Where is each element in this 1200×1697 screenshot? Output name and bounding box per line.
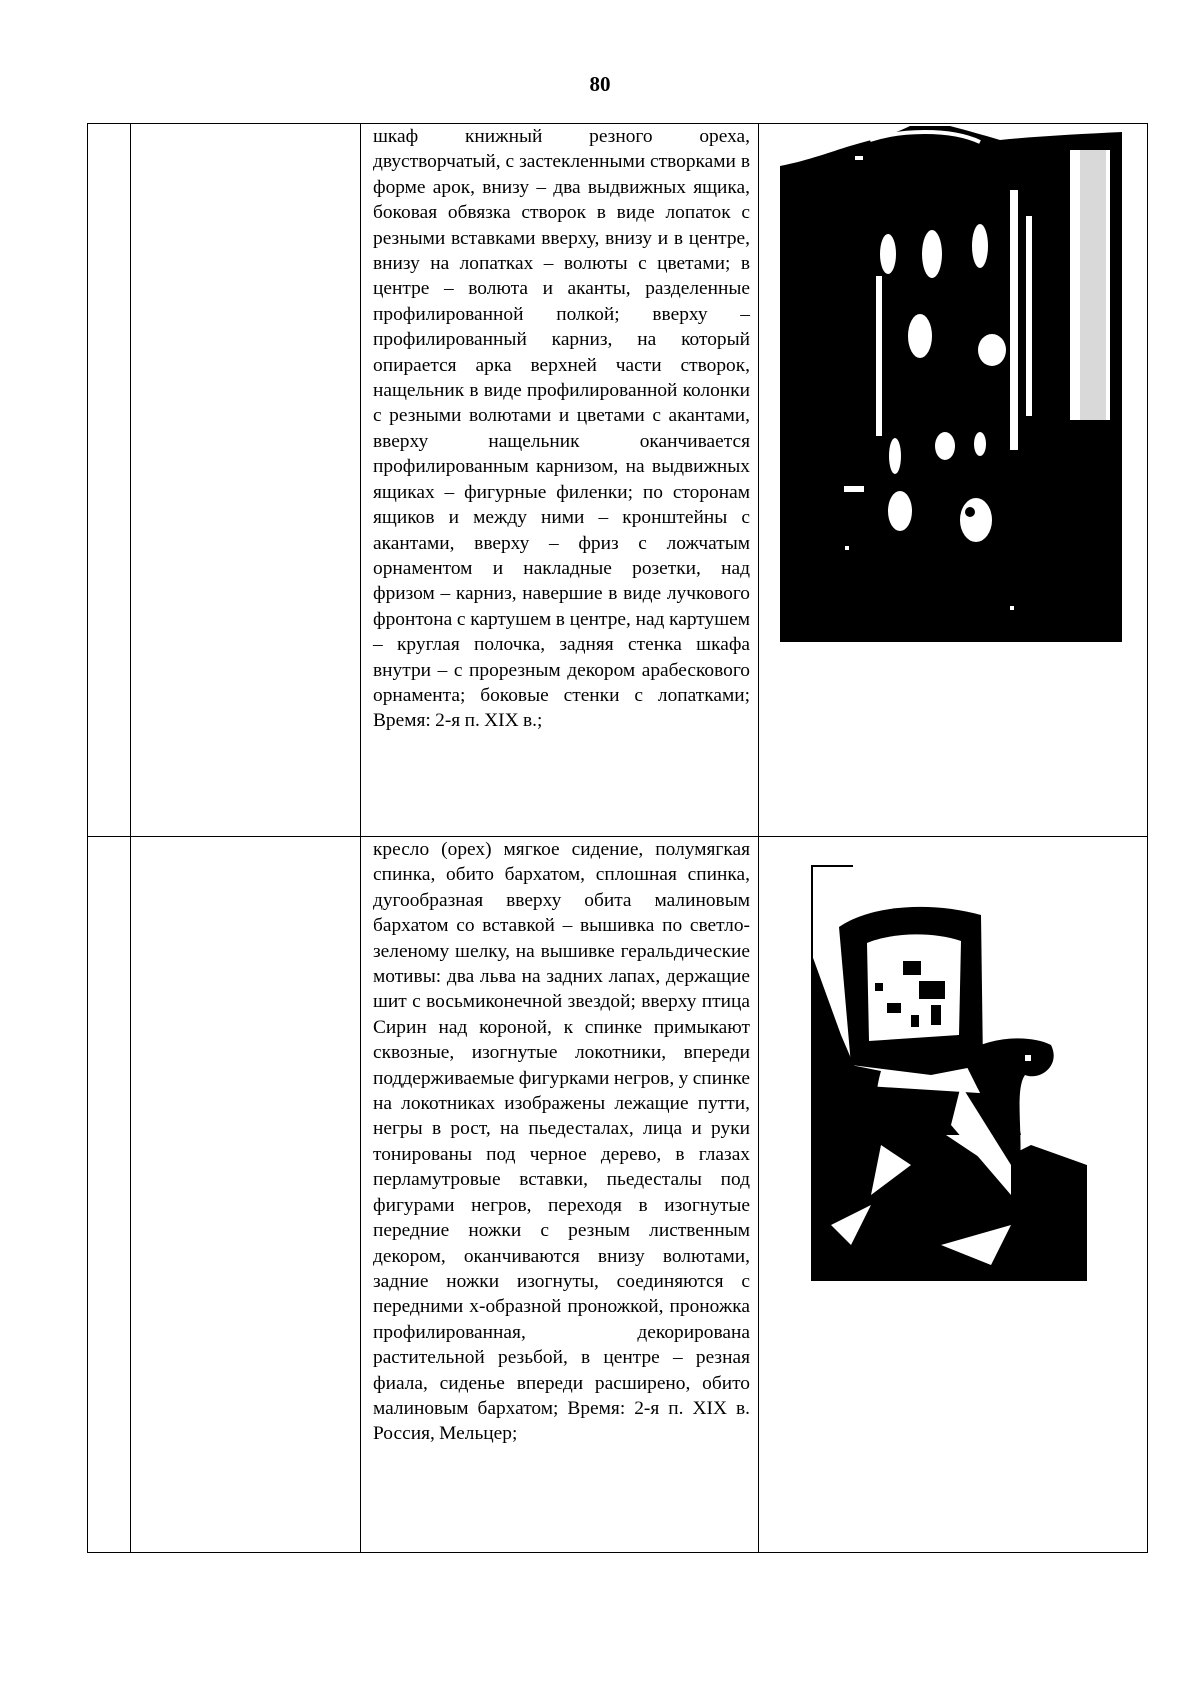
row-number-cell (88, 124, 131, 837)
table-row (88, 837, 1148, 1553)
catalog-table (87, 123, 1148, 1553)
item-description: шкаф книжный резного ореха, двустворчатый, с застекленными створками в форме арок, внизу – два выдвижных ящика, боковая обвязка створок в виде лопаток с резными вставками вверху, внизу и в центре, внизу на лопатках – волюты с цветами; в центре – волюта и аканты, разделенные профилированной полкой; вверху – профилированный карниз, на который опирается арка верхней части створок, нащельник в виде профилированной колонки с резными волютами и цветами с акантами, вверху нащельник оканчивается профилированным карнизом, на выдвижных ящиках – фигурные филенки; по сторонам ящиков и между ними – кронштейны с акантами, вверху – фриз с ложчатым орнаментом и накладные розетки, над фризом – карниз, навершие в виде лучкового фронтона с картушем в центре, над картушем – круглая полочка, задняя стенка шкафа внутри – с прорезным декором арабескового орнамента; боковые стенки с лопатками; Время: 2-я п. XIX в.; (373, 126, 750, 732)
page-number: 80 (589, 72, 611, 96)
item-description: кресло (орех) мягкое сидение, полумягкая спинка, обито бархатом, сплошная спинка, дугообразная вверху обита малиновым бархатом со вставкой – вышивка по светло-зеленому шелку, на вышивке геральдические мотивы: два льва на задних лапах, держащие шит с восьмиконечной звездой; вверху птица Сирин над короной, к спинке примыкают сквозные, изогнутые локотники, впереди поддерживаемые фигурками негров, у спинке на локотниках изображены лежащие путти, негры в рост, на пьедесталах, лица и руки тонированы под черное дерево, в глазах перламутровые вставки, пьедесталы под фигурами негров, переходя в изогнутые передние ножки с резным лиственным декором, оканчиваются внизу волютами, задние ножки изогнуты, соединяются с передними х-образной проножкой, проножка профилированная, декорирована растительной резьбой, в центре – резная фиала, сиденье впереди расширено, обито малиновым бархатом; Время: 2-я п. XIX в. Россия, Мельцер; (373, 839, 750, 1445)
inventory-cell (131, 837, 361, 1553)
bookcase-photo (780, 126, 1122, 642)
photo-cell (759, 124, 1148, 837)
row-number-cell (88, 837, 131, 1553)
photo-cell (759, 837, 1148, 1553)
description-cell (361, 124, 759, 837)
table-row (88, 124, 1148, 837)
inventory-cell (131, 124, 361, 837)
armchair-photo (811, 865, 1087, 1281)
description-cell (361, 837, 759, 1553)
